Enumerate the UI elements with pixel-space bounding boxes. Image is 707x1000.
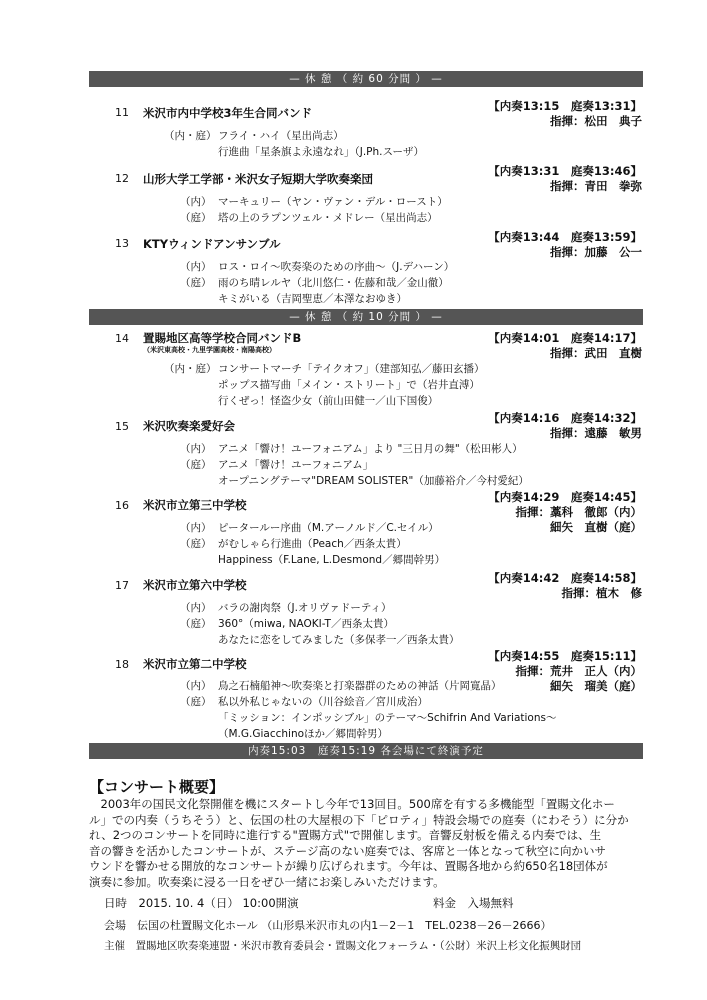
overview-line: ウンドを響かせる開放的なコンサートが繰り広げられます。今年は、置賜各地から約650名18団体が: [89, 859, 608, 874]
overview-line: 2003年の国民文化祭開催を機にスタートし今年で13回目。500席を有する多機能型「置賜文化ホー: [89, 797, 615, 811]
piece-title: あなたに恋をしてみました（多保孝一／西条太貴）: [218, 634, 460, 646]
overview-line: れ、2つのコンサートを同時に進行する"置賜方式"で開催します。音響反射板を備える内奏では、生: [89, 828, 602, 843]
piece-title: コンサートマーチ「テイクオフ」（建部知弘／藤田玄播）: [218, 363, 485, 375]
venue-label: （庭）: [180, 212, 212, 224]
piece-title: Happiness（F.Lane, L.Desmond／郷間幹男）: [218, 554, 446, 566]
venue-label: （庭）: [180, 618, 212, 630]
piece-title: 雨のち晴レルヤ（北川悠仁・佐藤和哉／金山徹）: [218, 277, 449, 289]
venue-label: （内・庭）: [164, 130, 217, 142]
overview-line: 音の響きを活かしたコンサートが、ステージ高のない庭奏では、客席と一体となって秋空に向かいサ: [89, 843, 607, 858]
piece-title: （M.G.Giacchinoほか／郷間幹男）: [218, 728, 389, 740]
performance-time: 【内奏14:16 庭奏14:32】: [488, 411, 642, 425]
admission-fee: 料金 入場無料: [433, 896, 514, 910]
piece-title: 「ミッション：インポッシブル」のテーマ～Schifrin And Variations～: [218, 712, 557, 724]
conductor: 指揮：遠藤 敏男: [550, 426, 642, 440]
piece-title: 行進曲「星条旗よ永遠なれ」（J.Ph.スーザ）: [218, 146, 424, 158]
performance-time: 【内奏13:31 庭奏13:46】: [488, 164, 642, 178]
conductor: 指揮：松田 典子: [550, 114, 642, 128]
group-name: 米沢市立第二中学校: [143, 657, 247, 671]
entry-number: 16: [115, 499, 129, 512]
piece-title: 私以外私じゃないの（川谷絵音／宮川成治）: [218, 696, 428, 708]
piece-title: 塔の上のラプンツェル・メドレー（星出尚志）: [218, 212, 438, 224]
venue-label: （庭）: [180, 277, 212, 289]
overview-heading: 【コンサート概要】: [89, 778, 225, 796]
piece-title: フライ・ハイ（星出尚志）: [218, 130, 344, 142]
group-member-schools: （米沢東高校・九里学園高校・南陽高校）: [143, 346, 276, 354]
overview-paragraph: [89, 797, 649, 891]
break-bar-60min: — 休 憩 （ 約 60 分間 ） —: [89, 71, 643, 87]
piece-title: 鳥之石楠船神～吹奏楽と打楽器群のための神話（片岡寛晶）: [218, 680, 502, 692]
conductor: 指揮：藁科 徹郎（内）: [515, 505, 642, 519]
piece-title: がむしゃら行進曲（Peach／西条太貴）: [218, 538, 407, 550]
entry-number: 14: [115, 332, 129, 345]
event-venue: 会場 伝国の杜置賜文化ホール （山形県米沢市丸の内1－2－1 TEL.0238－26－2666）: [104, 919, 552, 932]
piece-title: アニメ「響け！ユーフォニアム」: [218, 459, 374, 471]
conductor: 指揮：加藤 公一: [550, 245, 642, 259]
entry-number: 13: [115, 237, 129, 250]
venue-label: （庭）: [180, 696, 212, 708]
group-name: 米沢市立第六中学校: [143, 578, 247, 592]
venue-label: （内）: [180, 680, 212, 692]
performance-time: 【内奏13:44 庭奏13:59】: [488, 230, 642, 244]
conductor: 細矢 瑠美（庭）: [550, 679, 642, 693]
entry-number: 11: [115, 106, 129, 119]
venue-label: （内）: [180, 602, 212, 614]
group-name: 米沢吹奏楽愛好会: [143, 419, 235, 433]
group-name: KTYウィンドアンサンブル: [143, 237, 281, 251]
conductor: 指揮：武田 直樹: [550, 346, 642, 360]
performance-time: 【内奏14:01 庭奏14:17】: [488, 331, 642, 345]
group-name: 米沢市内中学校3年生合同バンド: [143, 106, 312, 120]
group-name: 置賜地区高等学校合同バンドB: [143, 331, 302, 345]
performance-time: 【内奏14:42 庭奏14:58】: [488, 571, 642, 585]
venue-label: （庭）: [180, 459, 212, 471]
piece-title: アニメ「響け！ユーフォニアム」より "三日月の舞"（松田彬人）: [218, 443, 523, 455]
piece-title: ロス・ロイ～吹奏楽のための序曲～（J.デハーン）: [218, 261, 455, 273]
venue-label: （庭）: [180, 538, 212, 550]
venue-label: （内・庭）: [164, 363, 217, 375]
group-name: 山形大学工学部・米沢女子短期大学吹奏楽団: [143, 172, 373, 186]
piece-title: ポップス描写曲「メイン・ストリート」で（岩井直溥）: [218, 379, 480, 391]
overview-line: 演奏に参加。吹奏楽に浸る一日をぜひ一緒にお楽しみいただけます。: [89, 874, 445, 889]
entry-number: 15: [115, 420, 129, 433]
overview-line: ル」での内奏（うちそう）と、伝国の杜の大屋根の下「ピロティ」特設会場での庭奏（にわそう）に分か: [89, 812, 629, 827]
piece-title: バラの謝肉祭（J.オリヴァドーティ）: [218, 602, 392, 614]
piece-title: 行くぜっ！怪盗少女（前山田健一／山下国俊）: [218, 395, 439, 407]
piece-title: 360°（miwa, NAOKI-T／西条太貴）: [218, 618, 394, 630]
piece-title: キミがいる（吉岡聖恵／本澤なおゆき）: [218, 293, 407, 305]
entry-number: 18: [115, 658, 129, 671]
end-time-bar: 内奏15:03 庭奏15:19 各会場にて終演予定: [89, 743, 643, 759]
piece-title: マーキュリー（ヤン・ヴァン・デル・ロースト）: [218, 196, 448, 208]
performance-time: 【内奏14:55 庭奏15:11】: [488, 649, 642, 663]
conductor: 指揮：荒井 正人（内）: [515, 664, 642, 678]
venue-label: （内）: [180, 261, 212, 273]
entry-number: 12: [115, 172, 129, 185]
event-host: 主催 置賜地区吹奏楽連盟・米沢市教育委員会・置賜文化フォーラム・（公財）米沢上杉文化振興財団: [104, 940, 582, 952]
venue-label: （内）: [180, 196, 212, 208]
piece-title: ピータールー序曲（M.アーノルド／C.セイル）: [218, 522, 439, 534]
performance-time: 【内奏14:29 庭奏14:45】: [488, 490, 642, 504]
event-date: 日時 2015. 10. 4（日） 10:00開演: [104, 896, 299, 910]
conductor: 指揮：植木 修: [561, 586, 642, 600]
venue-label: （内）: [180, 522, 212, 534]
performance-time: 【内奏13:15 庭奏13:31】: [488, 99, 642, 113]
conductor: 指揮：青田 拳弥: [550, 179, 642, 193]
break-bar-10min: — 休 憩 （ 約 10 分間 ） —: [89, 309, 643, 325]
conductor: 細矢 直樹（庭）: [550, 520, 642, 534]
group-name: 米沢市立第三中学校: [143, 498, 247, 512]
piece-title: オープニングテーマ"DREAM SOLISTER"（加藤裕介／今村愛紀）: [218, 475, 529, 487]
venue-label: （内）: [180, 443, 212, 455]
entry-number: 17: [115, 579, 129, 592]
